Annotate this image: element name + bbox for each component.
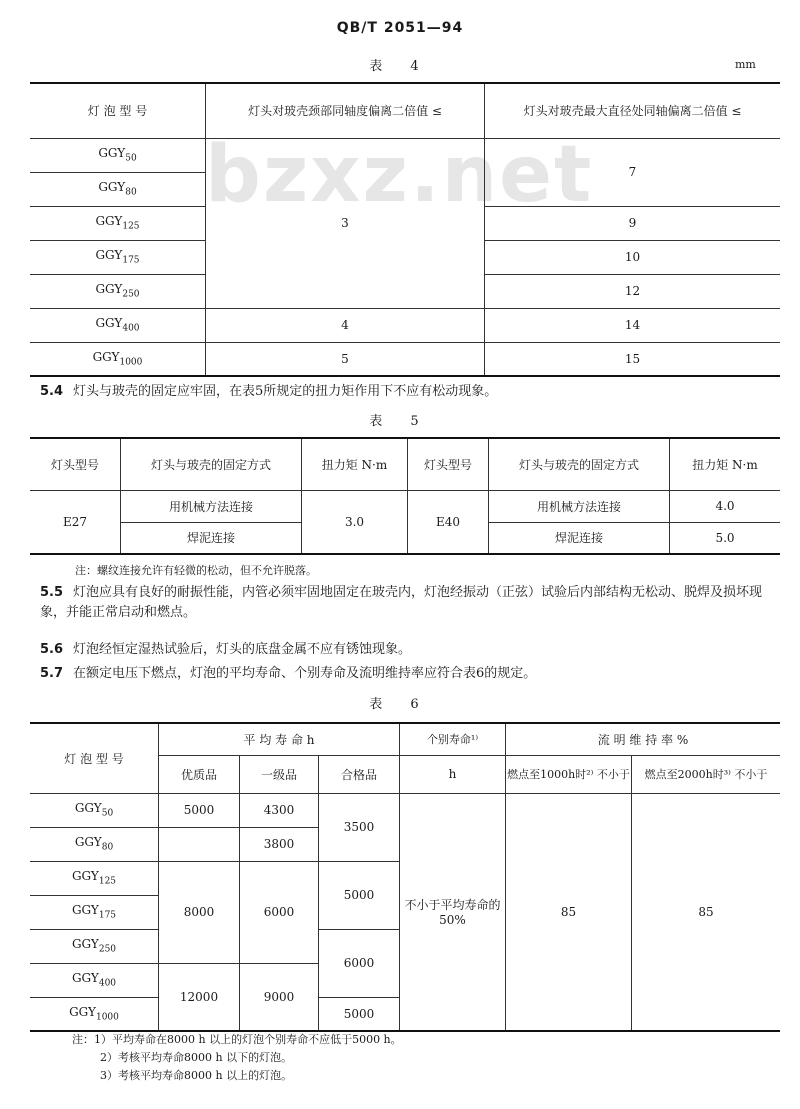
table6-note-3: 3）考核平均寿命8000 h 以上的灯泡。 [100,1069,293,1082]
table5-header-method: 灯头与玻壳的固定方式 [489,438,670,490]
table6-header-first: 一级品 [240,755,319,793]
table-row-model: $GGY_{400}$ [30,963,159,997]
page-header: QB/T 2051—94 [336,20,464,36]
table6-qualified: 6000 [319,929,400,997]
table5-header-torque: 扭力矩 N·m [302,438,408,490]
table-row-model: $GGY_{1000}$ [30,997,159,1031]
table6-first: 3800 [240,827,319,861]
table-row-model: $GGY_{175}$ [30,240,206,274]
table4-maxdia-value: 9 [485,206,781,240]
table6-qualified: 5000 [319,997,400,1031]
table6-header-model: 灯 泡 型 号 [30,723,159,793]
table6-header-premium: 优质品 [159,755,240,793]
table5-note: 注：螺纹连接允许有轻微的松动，但不允许脱落。 [75,564,317,577]
table-row-model: $GGY_{400}$ [30,308,206,342]
table5-header-cap: 灯头型号 [30,438,121,490]
table4-maxdia-value: 10 [485,240,781,274]
table4-header-model: 灯 泡 型 号 [30,83,206,138]
table6-note-2: 2）考核平均寿命8000 h 以下的灯泡。 [100,1051,293,1064]
table6-header-qualified: 合格品 [319,755,400,793]
table6-premium-empty [159,827,240,861]
table4-unit: mm [735,58,756,71]
table6-first: 9000 [240,963,319,1031]
table6 [30,722,780,1032]
table6-header-lumen-1000: 燃点至1000h时²⁾ 不小于 [506,755,632,793]
table-row-model: $GGY_{50}$ [30,138,206,172]
table5-torque: 3.0 [302,490,408,554]
table6-lumen-2000: 85 [632,793,781,1031]
table6-caption: 表 6 [369,697,431,712]
table4-neck-value: 3 [206,138,485,308]
table5 [30,437,780,555]
table4 [30,82,780,377]
table-row-model: $GGY_{125}$ [30,206,206,240]
table5-header-method: 灯头与玻壳的固定方式 [121,438,302,490]
table-row-model: $GGY_{50}$ [30,793,159,827]
table-row-model: $GGY_{250}$ [30,274,206,308]
section-5-6: 5.6 灯泡经恒定湿热试验后，灯头的底盘金属不应有锈蚀现象。 [40,642,412,657]
table4-header-neck: 灯头对玻壳颈部同轴度偏离二倍值 ≤ [206,83,485,138]
table4-maxdia-value: 12 [485,274,781,308]
table4-header-maxdia: 灯头对玻壳最大直径处同轴偏离二倍值 ≤ [485,83,781,138]
section-5-5: 5.5 灯泡应具有良好的耐振性能，内管必须牢固地固定在玻壳内，灯泡经振动（正弦）试验后内部结构无松动、脱焊及损坏现象，并能正常启动和燃点。 [40,585,763,620]
table5-caption: 表 5 [369,414,431,429]
table4-maxdia-value: 14 [485,308,781,342]
table6-header-indiv-life: 个别寿命¹⁾ [400,723,506,755]
table5-torque: 4.0 [670,490,781,522]
watermark: bzxz.net [205,130,594,220]
table-row-model: $GGY_{80}$ [30,827,159,861]
table5-cap-e27: E27 [30,490,121,554]
table6-header-lumen: 流 明 维 持 率 % [506,723,781,755]
table6-premium: 12000 [159,963,240,1031]
table5-cap-e40: E40 [408,490,489,554]
table5-method: 焊泥连接 [489,522,670,554]
table-row-model: $GGY_{1000}$ [30,342,206,376]
table-row-model: $GGY_{175}$ [30,895,159,929]
table6-header-avg-life: 平 均 寿 命 h [159,723,400,755]
table5-torque: 5.0 [670,522,781,554]
section-5-4: 5.4 灯头与玻壳的固定应牢固，在表5所规定的扭力矩作用下不应有松动现象。 [40,384,498,399]
table5-header-cap: 灯头型号 [408,438,489,490]
table6-note-1: 注：1）平均寿命在8000 h 以上的灯泡个别寿命不应低于5000 h。 [72,1033,402,1046]
table-row-model: $GGY_{250}$ [30,929,159,963]
table6-first: 4300 [240,793,319,827]
table4-maxdia-value: 7 [485,138,781,206]
table6-premium: 5000 [159,793,240,827]
table4-caption: 表 4 [369,59,431,74]
table6-qualified: 5000 [319,861,400,929]
table5-header-torque: 扭力矩 N·m [670,438,781,490]
table6-qualified: 3500 [319,793,400,861]
table5-method: 用机械方法连接 [489,490,670,522]
section-5-7: 5.7 在额定电压下燃点，灯泡的平均寿命、个别寿命及流明维持率应符合表6的规定。 [40,666,537,681]
table-row-model: $GGY_{80}$ [30,172,206,206]
table4-neck-value: 4 [206,308,485,342]
table5-method: 焊泥连接 [121,522,302,554]
table6-first: 6000 [240,861,319,963]
table-row-model: $GGY_{125}$ [30,861,159,895]
table6-indiv-life: 不小于平均寿命的50% [400,793,506,1031]
table5-method: 用机械方法连接 [121,490,302,522]
table4-maxdia-value: 15 [485,342,781,376]
table6-header-lumen-2000: 燃点至2000h时³⁾ 不小于 [632,755,781,793]
table6-premium: 8000 [159,861,240,963]
table4-neck-value: 5 [206,342,485,376]
table6-header-indiv-unit: h [400,755,506,793]
table6-lumen-1000: 85 [506,793,632,1031]
